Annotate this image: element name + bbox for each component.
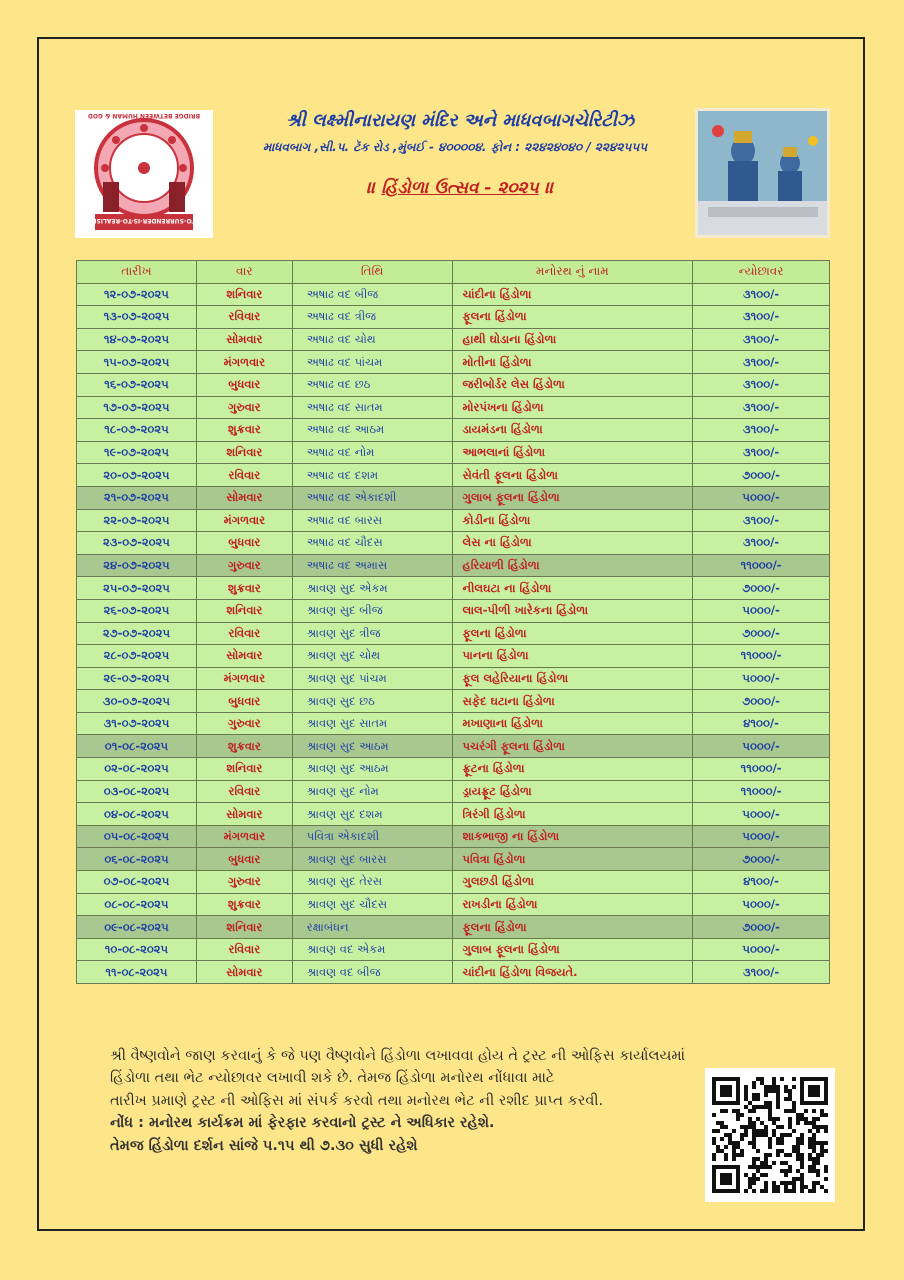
cell-day: મંગળવાર [196, 351, 292, 374]
cell-amount: ૧૧૦૦૦/- [693, 554, 830, 577]
table-row [77, 441, 830, 464]
cell-tithi: શ્રાવણ સુદ છઠ [292, 690, 452, 713]
festival-name: હિંડોળા ઉત્સવ - ૨૦૨૫ [381, 178, 539, 198]
cell-amount: ૭૦૦૦/- [693, 622, 830, 645]
cell-date: ૦૩-૦૮-૨૦૨૫ [77, 780, 197, 803]
table-row [77, 667, 830, 690]
note-line: તારીખ પ્રમાણે ટ્રસ્ટ ની ઓફિસ માં સંપર્ક કરવો તથા મનોરથ ભેટ ની રશીદ પ્રાપ્ત કરવી. [110, 1092, 604, 1109]
cell-date: ૧૭-૦૭-૨૦૨૫ [77, 396, 197, 419]
cell-tithi: શ્રાવણ સુદ આઠમ [292, 758, 452, 781]
cell-manorath: લાલ-પીળી ખારેકના હિંડોળા [452, 599, 693, 622]
cell-day: બુધવાર [196, 532, 292, 555]
cell-date: ૦૯-૦૮-૨૦૨૫ [77, 916, 197, 939]
cell-amount: ૫૦૦૦/- [693, 938, 830, 961]
cell-manorath: ચાંદીના હિંડોળા [452, 283, 693, 306]
header-amount: ન્યોછાવર [693, 261, 830, 284]
cell-amount: ૭૦૦૦/- [693, 916, 830, 939]
cell-manorath: ચાંદીના હિંડોળા વિજયતે. [452, 961, 693, 984]
qr-code [705, 1068, 835, 1202]
cell-manorath: પાનના હિંડોળા [452, 645, 693, 668]
cell-day: બુધવાર [196, 848, 292, 871]
festival-suffix: ॥ [544, 178, 554, 198]
cell-tithi: શ્રાવણ સુદ દશમ [292, 803, 452, 826]
cell-date: ૨૧-૦૭-૨૦૨૫ [77, 486, 197, 509]
cell-tithi: અષાઢ વદ અમાસ [292, 554, 452, 577]
table-row [77, 486, 830, 509]
cell-tithi: શ્રાવણ સુદ એકમ [292, 577, 452, 600]
cell-amount: ૫૦૦૦/- [693, 825, 830, 848]
cell-day: સોમવાર [196, 803, 292, 826]
cell-date: ૩૧-૦૭-૨૦૨૫ [77, 712, 197, 735]
cell-manorath: ત્રિરંગી હિંડોળા [452, 803, 693, 826]
cell-tithi: પવિત્રા એકાદશી [292, 825, 452, 848]
table-row [77, 599, 830, 622]
cell-manorath: ફૂલના હિંડોળા [452, 306, 693, 329]
cell-day: શનિવાર [196, 441, 292, 464]
table-row [77, 554, 830, 577]
cell-manorath: લેસ ના હિંડોળા [452, 532, 693, 555]
cell-date: ૧૦-૦૮-૨૦૨૫ [77, 938, 197, 961]
cell-manorath: ફૂલના હિંડોળા [452, 622, 693, 645]
cell-day: સોમવાર [196, 645, 292, 668]
cell-date: ૧૯-૦૭-૨૦૨૫ [77, 441, 197, 464]
cell-manorath: મોરપંખના હિંડોળા [452, 396, 693, 419]
cell-amount: ૩૧૦૦/- [693, 351, 830, 374]
cell-day: મંગળવાર [196, 509, 292, 532]
cell-day: મંગળવાર [196, 667, 292, 690]
cell-amount: ૩૧૦૦/- [693, 373, 830, 396]
cell-date: ૨૯-૦૭-૨૦૨૫ [77, 667, 197, 690]
cell-manorath: ડ્રાયફ્રૂટ હિંડોળા [452, 780, 693, 803]
cell-amount: ૭૦૦૦/- [693, 577, 830, 600]
cell-amount: ૭૦૦૦/- [693, 464, 830, 487]
cell-manorath: સેવંતી ફૂલના હિંડોળા [452, 464, 693, 487]
cell-tithi: અષાઢ વદ નોમ [292, 441, 452, 464]
temple-address: માધવબાગ ,સી.પ. ટૅક રોડ ,મુંબઈ - ૪૦૦૦૦૪. ફોન : ૨૨૪૨૪૦૪૦ / ૨૨૪૨૫૫૫ [262, 140, 648, 154]
header-date: તારીખ [77, 261, 197, 284]
cell-manorath: રાખડીના હિંડોળા [452, 893, 693, 916]
cell-day: ગુરુવાર [196, 554, 292, 577]
cell-day: મંગળવાર [196, 825, 292, 848]
cell-manorath: કોડીના હિંડોળા [452, 509, 693, 532]
cell-date: ૦૭-૦૮-૨૦૨૫ [77, 871, 197, 894]
cell-amount: ૫૦૦૦/- [693, 803, 830, 826]
table-row [77, 690, 830, 713]
cell-tithi: શ્રાવણ સુદ સાતમ [292, 712, 452, 735]
cell-tithi: અષાઢ વદ સાતમ [292, 396, 452, 419]
cell-day: ગુરુવાર [196, 871, 292, 894]
cell-date: ૦૬-૦૮-૨૦૨૫ [77, 848, 197, 871]
cell-day: રવિવાર [196, 464, 292, 487]
cell-amount: ૫૦૦૦/- [693, 667, 830, 690]
logo-ring-text: BRIDGE BETWEEN HUMAN & GOD [87, 112, 201, 119]
cell-date: ૦૫-૦૮-૨૦૨૫ [77, 825, 197, 848]
cell-manorath: જરીબોર્ડર લેસ હિંડોળા [452, 373, 693, 396]
table-row [77, 532, 830, 555]
cell-manorath: ફ્રૂટના હિંડોળા [452, 758, 693, 781]
cell-day: શુક્રવાર [196, 419, 292, 442]
cell-tithi: અષાઢ વદ છઠ [292, 373, 452, 396]
header-manorath: મનોરથ નું નામ [452, 261, 693, 284]
cell-tithi: અષાઢ વદ પાંચમ [292, 351, 452, 374]
festival-title [330, 178, 590, 198]
cell-day: સોમવાર [196, 486, 292, 509]
table-header-row [77, 261, 830, 284]
logo-ribbon-text: TO-SURRENDER-IS-TO-REALISE [92, 217, 196, 224]
cell-amount: ૧૧૦૦૦/- [693, 645, 830, 668]
cell-manorath: મોતીના હિંડોળા [452, 351, 693, 374]
table-row [77, 464, 830, 487]
table-row [77, 396, 830, 419]
cell-day: રવિવાર [196, 622, 292, 645]
cell-amount: ૪૧૦૦/- [693, 712, 830, 735]
cell-date: ૨૨-૦૭-૨૦૨૫ [77, 509, 197, 532]
cell-tithi: શ્રાવણ સુદ આઠમ [292, 735, 452, 758]
cell-day: બુધવાર [196, 373, 292, 396]
cell-tithi: અષાઢ વદ બીજ [292, 283, 452, 306]
cell-date: ૦૨-૦૮-૨૦૨૫ [77, 758, 197, 781]
table-row [77, 871, 830, 894]
cell-amount: ૩૧૦૦/- [693, 283, 830, 306]
table-row [77, 622, 830, 645]
note-line: શ્રી વૈષ્ણવોને જાણ કરવાનું કે જે પણ વૈષ્ણવોને હિંડોળા લખાવવા હોય તે ટ્રસ્ટ ની ઓફિસ કાર્યાલયમાં [110, 1048, 686, 1064]
cell-date: ૨૩-૦૭-૨૦૨૫ [77, 532, 197, 555]
cell-date: ૧૬-૦૭-૨૦૨૫ [77, 373, 197, 396]
cell-manorath: ગુલાબ ફૂલના હિંડોળા [452, 486, 693, 509]
cell-tithi: અષાઢ વદ બારસ [292, 509, 452, 532]
cell-tithi: અષાઢ વદ ચોથ [292, 328, 452, 351]
table-row [77, 419, 830, 442]
table-row [77, 758, 830, 781]
cell-amount: ૪૧૦૦/- [693, 871, 830, 894]
cell-manorath: ડાયમંડના હિંડોળા [452, 419, 693, 442]
cell-manorath: ગુલછડી હિંડોળા [452, 871, 693, 894]
cell-manorath: શાકભાજી ના હિંડોળા [452, 825, 693, 848]
cell-amount: ૩૧૦૦/- [693, 306, 830, 329]
cell-date: ૧૮-૦૭-૨૦૨૫ [77, 419, 197, 442]
cell-day: ગુરુવાર [196, 712, 292, 735]
deity-photo [695, 108, 830, 238]
cell-tithi: શ્રાવણ સુદ બારસ [292, 848, 452, 871]
cell-amount: ૩૧૦૦/- [693, 441, 830, 464]
festival-prefix: ॥ [366, 178, 376, 198]
table-row [77, 712, 830, 735]
cell-manorath: નીલઘટા ના હિંડોળા [452, 577, 693, 600]
cell-manorath: હાથી ઘોડાના હિંડોળા [452, 328, 693, 351]
cell-tithi: શ્રાવણ સુદ ચૌદસ [292, 893, 452, 916]
table-row [77, 509, 830, 532]
note-line: હિંડોળા તથા ભેટ ન્યોછાવર લખાવી શકે છે. તેમજ હિંડોળા મનોરથ નોંધાવા માટે [110, 1070, 555, 1087]
cell-day: શનિવાર [196, 916, 292, 939]
table-row [77, 938, 830, 961]
cell-date: ૧૪-૦૭-૨૦૨૫ [77, 328, 197, 351]
temple-title: શ્રી લક્ષ્મીનારાયણ મંદિર અને માધવબાગચેરિટીઝ [285, 110, 635, 131]
table-row [77, 780, 830, 803]
cell-amount: ૫૦૦૦/- [693, 599, 830, 622]
cell-manorath: ગુલાબ ફૂલના હિંડોળા [452, 938, 693, 961]
cell-manorath: હરિયાળી હિંડોળા [452, 554, 693, 577]
cell-amount: ૧૧૦૦૦/- [693, 780, 830, 803]
table-row [77, 577, 830, 600]
cell-day: શનિવાર [196, 283, 292, 306]
cell-date: ૨૦-૦૭-૨૦૨૫ [77, 464, 197, 487]
table-row [77, 373, 830, 396]
header-tithi: તિથિ [292, 261, 452, 284]
table-row [77, 283, 830, 306]
hindola-schedule-table [76, 260, 830, 984]
cell-date: ૦૧-૦૮-૨૦૨૫ [77, 735, 197, 758]
table-row [77, 893, 830, 916]
cell-date: ૦૮-૦૮-૨૦૨૫ [77, 893, 197, 916]
cell-day: રવિવાર [196, 938, 292, 961]
cell-amount: ૩૧૦૦/- [693, 419, 830, 442]
cell-day: ગુરુવાર [196, 396, 292, 419]
cell-date: ૨૪-૦૭-૨૦૨૫ [77, 554, 197, 577]
cell-amount: ૫૦૦૦/- [693, 486, 830, 509]
cell-amount: ૧૧૦૦૦/- [693, 758, 830, 781]
cell-day: રવિવાર [196, 306, 292, 329]
cell-day: શુક્રવાર [196, 577, 292, 600]
cell-date: ૨૭-૦૭-૨૦૨૫ [77, 622, 197, 645]
cell-tithi: અષાઢ વદ એકાદશી [292, 486, 452, 509]
table-row [77, 645, 830, 668]
cell-date: ૨૮-૦૭-૨૦૨૫ [77, 645, 197, 668]
cell-manorath: સફેદ ઘટાના હિંડોળા [452, 690, 693, 713]
cell-amount: ૫૦૦૦/- [693, 893, 830, 916]
cell-manorath: મખાણાના હિંડોળા [452, 712, 693, 735]
table-row [77, 306, 830, 329]
table-row [77, 803, 830, 826]
table-row [77, 825, 830, 848]
cell-date: ૧૫-૦૭-૨૦૨૫ [77, 351, 197, 374]
cell-amount: ૭૦૦૦/- [693, 848, 830, 871]
cell-tithi: શ્રાવણ વદ બીજ [292, 961, 452, 984]
cell-date: ૧૧-૦૮-૨૦૨૫ [77, 961, 197, 984]
cell-tithi: શ્રાવણ સુદ પાંચમ [292, 667, 452, 690]
cell-amount: ૩૧૦૦/- [693, 328, 830, 351]
cell-tithi: શ્રાવણ સુદ ચોથ [292, 645, 452, 668]
cell-manorath: ફૂલ લહેરિયાના હિંડોળા [452, 667, 693, 690]
instructions-note [110, 1045, 700, 1157]
cell-amount: ૩૧૦૦/- [693, 961, 830, 984]
cell-day: શનિવાર [196, 599, 292, 622]
cell-date: ૩૦-૦૭-૨૦૨૫ [77, 690, 197, 713]
cell-date: ૦૪-૦૮-૨૦૨૫ [77, 803, 197, 826]
cell-manorath: આભલાનાં હિંડોળા [452, 441, 693, 464]
table-row [77, 961, 830, 984]
cell-date: ૧૨-૦૭-૨૦૨૫ [77, 283, 197, 306]
note-line: તેમજ હિંડોળા દર્શન સાંજે ૫.૧૫ થી ૭.૩૦ સુધી રહેશે [110, 1137, 418, 1154]
cell-manorath: પચરંગી ફૂલના હિંડોળા [452, 735, 693, 758]
cell-tithi: અષાઢ વદ આઠમ [292, 419, 452, 442]
table-row [77, 735, 830, 758]
cell-day: સોમવાર [196, 961, 292, 984]
cell-tithi: શ્રાવણ વદ એકમ [292, 938, 452, 961]
cell-amount: ૩૧૦૦/- [693, 509, 830, 532]
cell-tithi: અષાઢ વદ ચૌદસ [292, 532, 452, 555]
cell-date: ૨૫-૦૭-૨૦૨૫ [77, 577, 197, 600]
cell-day: બુધવાર [196, 690, 292, 713]
cell-date: ૨૬-૦૭-૨૦૨૫ [77, 599, 197, 622]
cell-tithi: શ્રાવણ સુદ નોમ [292, 780, 452, 803]
cell-amount: ૩૧૦૦/- [693, 396, 830, 419]
cell-day: શુક્રવાર [196, 735, 292, 758]
cell-tithi: શ્રાવણ સુદ તેરસ [292, 871, 452, 894]
header-day: વાર [196, 261, 292, 284]
table-row [77, 848, 830, 871]
cell-day: શનિવાર [196, 758, 292, 781]
cell-amount: ૭૦૦૦/- [693, 690, 830, 713]
cell-day: રવિવાર [196, 780, 292, 803]
cell-day: શુક્રવાર [196, 893, 292, 916]
cell-amount: ૫૦૦૦/- [693, 735, 830, 758]
cell-amount: ૩૧૦૦/- [693, 532, 830, 555]
table-row [77, 351, 830, 374]
cell-tithi: રક્ષાબંધન [292, 916, 452, 939]
cell-date: ૧૩-૦૭-૨૦૨૫ [77, 306, 197, 329]
cell-tithi: શ્રાવણ સુદ બીજ [292, 599, 452, 622]
cell-tithi: શ્રાવણ સુદ ત્રીજ [292, 622, 452, 645]
cell-manorath: ફૂલના હિંડોળા [452, 916, 693, 939]
trust-logo [75, 110, 213, 238]
table-row [77, 916, 830, 939]
cell-day: સોમવાર [196, 328, 292, 351]
note-line: નોંધ : મનોરથ કાર્યક્રમ માં ફેરફાર કરવાનો ટ્રસ્ટ ને અધિકાર રહેશે. [110, 1115, 495, 1132]
cell-tithi: અષાઢ વદ દશમ [292, 464, 452, 487]
cell-manorath: પવિત્રા હિંડોળા [452, 848, 693, 871]
cell-tithi: અષાઢ વદ ત્રીજ [292, 306, 452, 329]
table-row [77, 328, 830, 351]
